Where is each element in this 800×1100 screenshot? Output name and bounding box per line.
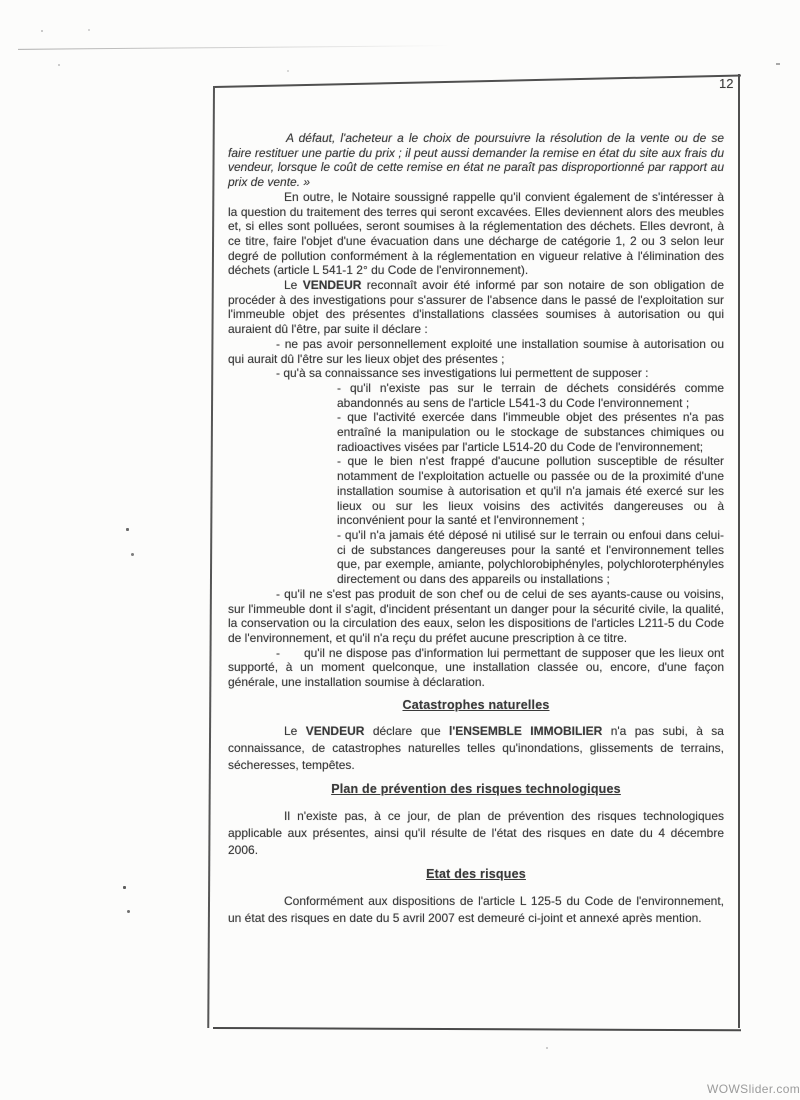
scan-speck [127,910,130,913]
scan-speck [88,29,90,31]
paragraph-catastrophes-rest: n'a pas subi, à sa connaissance, de catastrophes naturelles telles qu'inondations, glissements de terrains, sécheresses, tempêtes. [228,724,724,773]
document-body [228,131,724,927]
scan-speck [131,553,134,556]
sub-item-substances: - que l'activité exercée dans l'immeuble objet des présentes n'a pas entraîné la manipulation ou le stockage de substances chimiques ou radioactives visées par l'article L514-20 du Code de l'environnement; [337,410,724,454]
sub-item-depots: - qu'il n'a jamais été déposé ni utilisé sur le terrain ou enfoui dans celui-ci de substances dangereuses pour la santé et l'environnement telles que, par exemple, amiante, polychlorobiphényles, polychloroterphényles directement ou dans des appareils ou installations ; [337,527,724,587]
paragraph-catastrophes-lead: Le [284,724,306,739]
sub-item-pollution: - que le bien n'est frappé d'aucune pollution susceptible de résulter notamment de l'exploitation actuelle ou passée ou de la proximité d'une installation soumise à autorisation et qu'il n'a jamais été exercé sur les lieux ou sur les lieux voisins des activités dangereuses ou à inconvénient pour la santé et l'environnement ; [337,454,724,528]
page-border-right [738,74,740,1028]
scan-speck [123,886,126,889]
paragraph-etat-risques: Conformément aux dispositions de l'article L 125-5 du Code de l'environnement, un état des risques en date du 5 avril 2007 est demeuré ci-joint et annexé après mention. [228,893,724,925]
paragraph-vendeur-obligation [228,278,724,337]
scan-speck [287,70,289,72]
watermark[interactable]: WOWSlider.com [707,1082,800,1096]
sub-declaration-list [337,381,724,587]
paragraph-plan-prevention: Il n'existe pas, à ce jour, de plan de prévention des risques technologiques applicable aux présentes, ainsi qu'il résulte de l'état des risques en date du 4 décembre 2006. [228,809,724,858]
page-border-bottom [213,1027,741,1031]
vendeur-bold: VENDEUR [302,278,362,293]
declaration-item-no-exploitation: - ne pas avoir personnellement exploité une installation soumise à autorisation ou qui aurait dû l'être sur les lieux objet des présentes ; [228,336,724,366]
scan-speck [546,1047,548,1049]
paragraph-catastrophes-mid: déclare que [364,724,450,739]
heading-etat-risques: Etat des risques [426,867,526,882]
scan-speck [776,63,780,65]
paragraph-vendeur-lead: Le [284,278,303,293]
page-border-left [207,86,215,1028]
declaration-item-incident: - qu'il ne s'est pas produit de son chef ou de celui de ses ayants-cause ou voisins, sur l'immeuble dont il s'agit, d'incident présentant un danger pour la sécurité civile, la qualité, la conservation ou la circulation des eaux, selon les dispositions de l'articles L211-5 du Code de l'environnement, et qu'il n'a reçu du préfet aucune prescription à ce titre. [228,586,724,645]
heading-plan-prevention: Plan de prévention des risques technologiques [331,782,621,797]
declaration-item-connaissance: - qu'à sa connaissance ses investigations lui permettent de supposer : [276,366,649,381]
paragraph-catastrophes [228,723,724,774]
sub-item-dechets: - qu'il n'existe pas sur le terrain de déchets considérés comme abandonnés au sens de l'article L541-3 du Code l'environnement ; [337,380,724,410]
ensemble-immobilier-bold: l'ENSEMBLE IMMOBILIER [449,724,603,739]
quote-paragraph: A défaut, l'acheteur a le choix de poursuivre la résolution de la vente ou de se faire restituer une partie du prix ; il peut aussi demander la remise en état du site aux frais du vendeur, lorsque le coût de cette remise en état ne paraît pas disproportionné par rapport au prix de vente. » [228,131,724,190]
heading-catastrophes-naturelles: Catastrophes naturelles [402,697,550,712]
scan-speck [58,64,60,66]
vendeur-bold: VENDEUR [305,724,365,739]
scan-scratch-line [18,45,450,50]
page-border-top [214,75,741,88]
declaration-item-information: - qu'il ne dispose pas d'information lui permettant de supposer que les lieux ont supporté, à un moment quelconque, une installation classée ou, encore, d'une façon générale, une installation soumise à déclaration. [228,645,724,690]
paragraph-vendeur-rest: reconnaît avoir été informé par son notaire de son obligation de procéder à des investigations pour s'assurer de l'absence dans le passé de l'exploitation sur l'immeuble objet des présentes d'installations classées soumises à autorisation ou qui auraient dû l'être, par suite il déclare : [228,278,724,337]
page-number: 12 [719,76,734,91]
paragraph-notaire: En outre, le Notaire soussigné rappelle qu'il convient également de s'intéresser à la question du traitement des terres qui seront excavées. Elles deviennent alors des meubles et, si elles sont polluées, seront soumises à la réglementation des déchets. Elles devront, à ce titre, faire l'objet d'une évacuation dans une décharge de catégorie 1, 2 ou 3 selon leur degré de pollution conformément à la réglementation en vigueur relative à l'élimination des déchets (article L 541-1 2° du Code de l'environnement). [228,189,724,278]
scan-speck [41,30,43,32]
scan-speck [126,528,129,531]
